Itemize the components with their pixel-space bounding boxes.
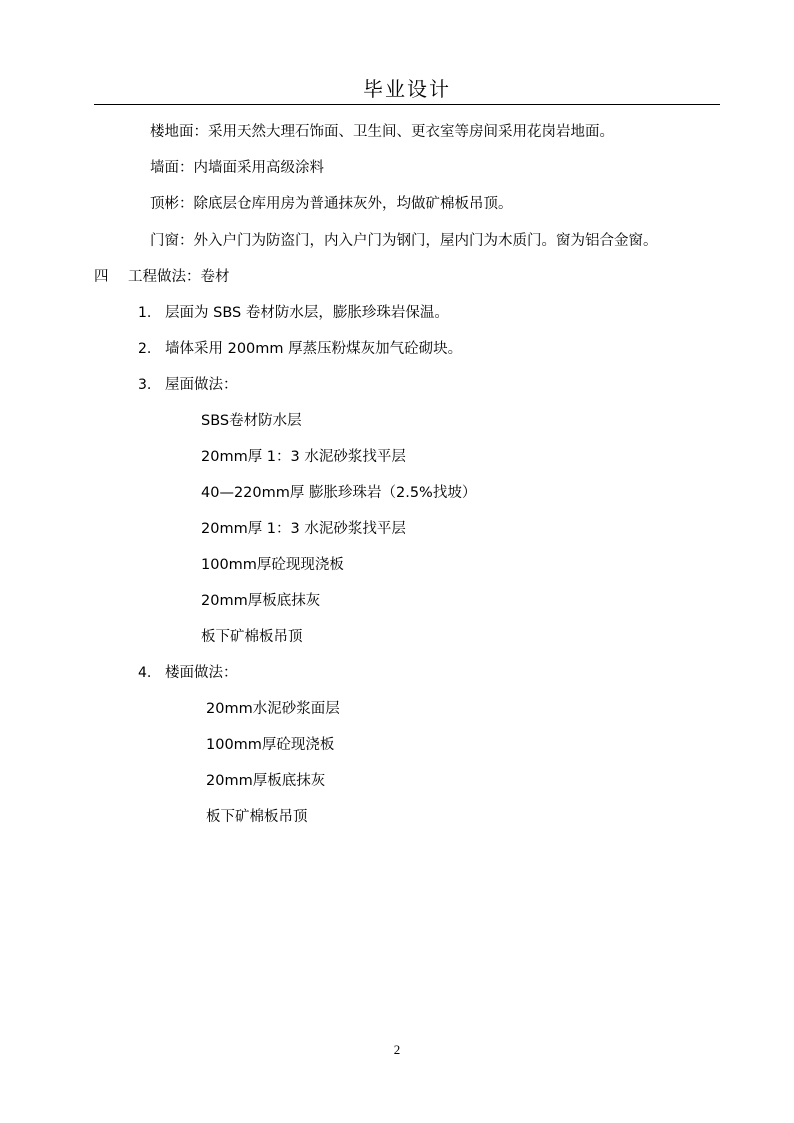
roof-layer-6: 20mm厚板底抹灰	[201, 593, 321, 609]
page-header	[94, 76, 720, 105]
header-title: 毕业设计	[363, 77, 451, 101]
roof-layer-7: 板下矿棉板吊顶	[201, 629, 303, 645]
roof-layer-3: 40—220mm厚 膨胀珍珠岩（2.5%找坡）	[201, 485, 477, 501]
roof-layer-4: 20mm厚 1：3 水泥砂浆找平层	[201, 521, 406, 537]
floor-layer-3: 20mm厚板底抹灰	[206, 773, 326, 789]
roof-layer-2: 20mm厚 1：3 水泥砂浆找平层	[201, 449, 406, 465]
item-2-text: 墙体采用 200mm 厚蒸压粉煤灰加气砼砌块。	[165, 341, 463, 357]
floor-finish-text: 楼地面：采用天然大理石饰面、卫生间、更衣室等房间采用花岗岩地面。	[150, 124, 614, 140]
floor-layer-2: 100mm厚砼现浇板	[206, 737, 335, 753]
doors-windows-text: 门窗：外入户门为防盗门，内入户门为钢门，屋内门为木质门。窗为铝合金窗。	[150, 233, 658, 249]
item-3-text: 屋面做法：	[165, 377, 238, 393]
floor-layer-4: 板下矿棉板吊顶	[206, 809, 308, 825]
floor-layer-1: 20mm水泥砂浆面层	[206, 701, 340, 717]
section-4-number: 四	[94, 269, 109, 285]
item-2-number: 2.	[138, 341, 152, 357]
ceiling-finish-text: 顶彬：除底层仓库用房为普通抹灰外，均做矿棉板吊顶。	[150, 196, 513, 212]
wall-finish-text: 墙面：内墙面采用高级涂料	[150, 160, 324, 176]
item-1-number: 1.	[138, 305, 152, 321]
item-1-text: 层面为 SBS 卷材防水层，膨胀珍珠岩保温。	[165, 305, 449, 321]
section-4-title: 工程做法：卷材	[128, 269, 230, 285]
roof-layer-5: 100mm厚砼现现浇板	[201, 557, 344, 573]
page-number: 2	[393, 1042, 401, 1057]
item-4-number: 4.	[138, 665, 152, 681]
item-4-text: 楼面做法：	[165, 665, 238, 681]
roof-layer-1: SBS卷材防水层	[201, 413, 302, 429]
item-3-number: 3.	[138, 377, 152, 393]
